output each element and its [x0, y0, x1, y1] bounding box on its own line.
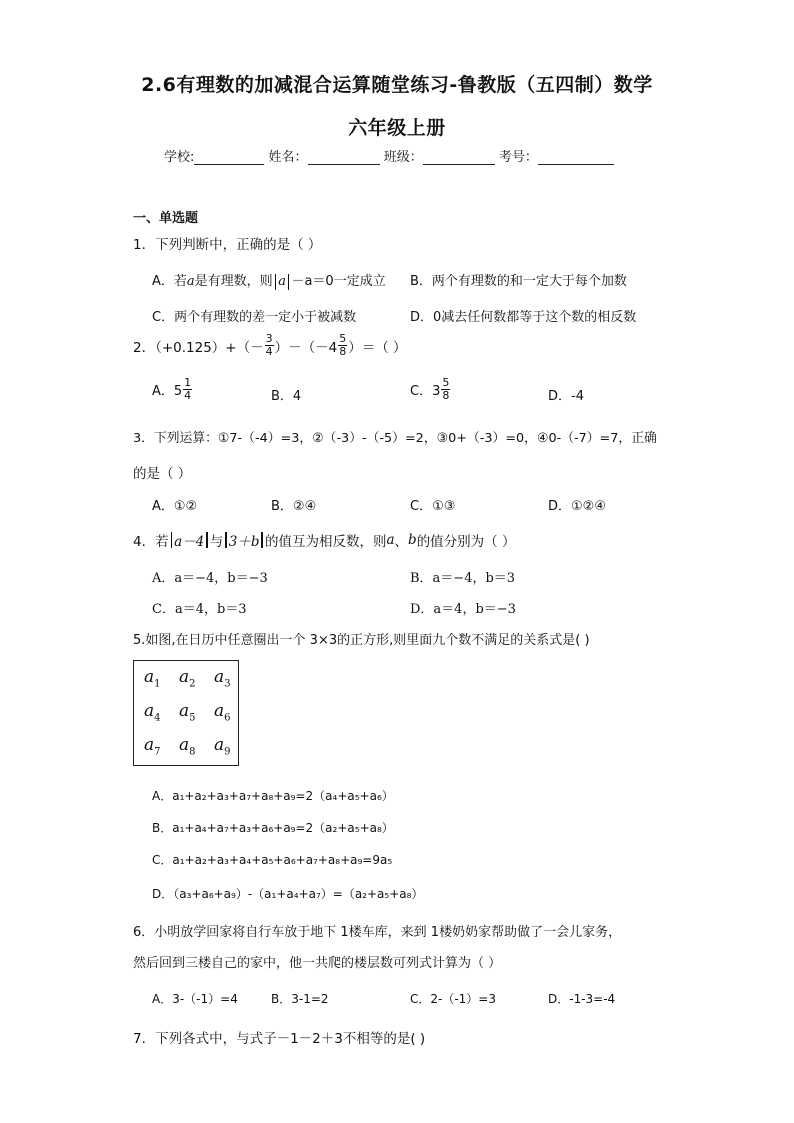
grid-sub: 3: [224, 678, 231, 690]
grid-letter: a: [214, 735, 225, 755]
q5-option-b[interactable]: B．a₁+a₄+a₇+a₃+a₆+a₉=2（a₂+a₅+a₈）: [152, 821, 394, 835]
q2-option-a[interactable]: [152, 377, 193, 402]
q3-option-a[interactable]: A．①②: [152, 499, 198, 514]
q4-option-b[interactable]: B．a＝−4，b＝3: [410, 571, 516, 586]
q4-option-c[interactable]: C．a＝4，b＝3: [152, 602, 247, 617]
q3-stem-line2: 的是（ ）: [133, 466, 192, 482]
grid-sub: 5: [189, 712, 196, 724]
abs-bar: [261, 532, 263, 548]
exam-no-label: 考号：: [498, 150, 538, 165]
name-label: 姓名：: [268, 150, 308, 165]
grid-letter: a: [214, 701, 225, 721]
grid-sub: 2: [189, 678, 196, 690]
name-blank[interactable]: [308, 150, 380, 165]
q4-var-b: b: [408, 532, 417, 548]
q2-a-num: 1: [184, 376, 192, 389]
q1-option-d[interactable]: D．0减去任何数都等于这个数的相反数: [410, 310, 637, 325]
q4-var-a: a: [386, 532, 395, 548]
school-label: 学校:: [164, 150, 195, 165]
q4-sep: 、: [394, 534, 409, 550]
grid-cell-5: [179, 701, 196, 723]
grid-letter: a: [144, 735, 155, 755]
q1-option-c[interactable]: C．两个有理数的差一定小于被减数: [152, 310, 357, 325]
q1-a-post: －a＝0一定成立: [291, 274, 386, 289]
exam-no-blank[interactable]: [538, 150, 614, 165]
grid-letter: a: [179, 667, 190, 687]
grid-sub: 8: [189, 746, 196, 758]
q2-fraction-1: [265, 333, 274, 358]
q2-a-fraction: [183, 377, 192, 402]
q7-stem: 7．下列各式中，与式子－1－2＋3不相等的是( ): [133, 1031, 426, 1047]
q2-c-pre: C．3: [410, 384, 441, 399]
q4-stem: [133, 530, 515, 550]
grid-cell-3: [214, 667, 231, 689]
grid-cell-8: [179, 735, 196, 757]
q2-pre: 2．（+0.125）+（－: [133, 339, 264, 356]
q1-stem: 1．下列判断中，正确的是（ ）: [133, 237, 322, 253]
q4-abs1: a－4: [174, 534, 205, 550]
grid-sub: 6: [224, 712, 231, 724]
abs-bar-left: [275, 274, 277, 290]
q2-post: ）＝（ ）: [348, 339, 407, 356]
q1-option-a[interactable]: [152, 270, 386, 290]
q2-option-b[interactable]: B．4: [271, 389, 302, 404]
grid-letter: a: [179, 701, 190, 721]
abs-bar-right: [288, 274, 290, 290]
q2-f1-num: 3: [265, 332, 273, 345]
q4-option-d[interactable]: D．a＝4，b＝−3: [410, 602, 516, 617]
q2-a-pre: A．5: [152, 384, 183, 399]
q4-pre: 4．若: [133, 534, 169, 550]
q5-stem: 5.如图,在日历中任意圈出一个 3×3的正方形,则里面九个数不满足的关系式是( ): [133, 633, 590, 648]
q2-fraction-2: [338, 333, 347, 358]
class-label: 班级：: [383, 150, 423, 165]
grid-sub: 1: [154, 678, 161, 690]
grid-cell-2: [179, 667, 196, 689]
q5-option-c[interactable]: C．a₁+a₂+a₃+a₄+a₅+a₆+a₇+a₈+a₉=9a₅: [152, 853, 393, 867]
grid-cell-6: [214, 701, 231, 723]
q5-option-a[interactable]: A．a₁+a₂+a₃+a₇+a₈+a₉=2（a₄+a₅+a₆）: [152, 789, 394, 803]
info-row: [164, 146, 614, 165]
class-blank[interactable]: [423, 150, 495, 165]
q6-option-c[interactable]: C．2-（-1）=3: [410, 992, 496, 1006]
grid-sub: 9: [224, 746, 231, 758]
grid-letter: a: [214, 667, 225, 687]
school-blank[interactable]: [194, 150, 264, 165]
q2-stem: [133, 333, 407, 358]
q1-option-b[interactable]: B．两个有理数的和一定大于每个加数: [410, 274, 627, 289]
q2-c-den: 8: [442, 389, 450, 402]
grid-sub: 4: [154, 712, 161, 724]
q6-stem-line1: 6．小明放学回家将自行车放于地下 1楼车库，来到 1楼奶奶家帮助做了一会儿家务，: [133, 925, 622, 940]
grid-letter: a: [144, 667, 155, 687]
grid-sub: 7: [154, 746, 161, 758]
q1-a-pre: A．若: [152, 274, 187, 289]
q2-option-c[interactable]: [410, 377, 451, 402]
grid-cell-7: [144, 735, 161, 757]
q6-option-d[interactable]: D．-1-3=-4: [548, 992, 616, 1006]
abs-bar: [206, 532, 208, 548]
q5-option-d[interactable]: D．（a₃+a₆+a₉）-（a₁+a₄+a₇）=（a₂+a₅+a₈）: [152, 887, 424, 901]
q2-f1-den: 4: [265, 345, 273, 358]
grid-letter: a: [144, 701, 155, 721]
q4-post: 的值分别为（ ）: [416, 534, 516, 550]
q3-option-c[interactable]: C．①③: [410, 499, 456, 514]
grid-cell-4: [144, 701, 161, 723]
calendar-grid-figure: [133, 660, 239, 766]
grid-letter: a: [179, 735, 190, 755]
grid-cell-9: [214, 735, 231, 757]
q6-stem-line2: 然后回到三楼自己的家中，他一共爬的楼层数可列式计算为（ ）: [133, 956, 502, 971]
q2-c-num: 5: [442, 376, 450, 389]
page-title-line1: 2.6有理数的加减混合运算随堂练习-鲁教版（五四制）数学: [141, 74, 653, 96]
q3-option-d[interactable]: D．①②④: [548, 499, 606, 514]
q6-option-a[interactable]: A．3-（-1）=4: [152, 992, 238, 1006]
q1-a-abs: a: [278, 274, 286, 289]
q2-f2-den: 8: [339, 345, 347, 358]
abs-bar: [225, 532, 227, 548]
q4-abs2: 3＋b: [228, 534, 260, 550]
q4-mid2: 的值互为相反数，则: [264, 534, 387, 550]
q4-option-a[interactable]: A．a＝−4，b＝−3: [152, 571, 268, 586]
q6-option-b[interactable]: B．3-1=2: [271, 992, 329, 1006]
q3-option-b[interactable]: B．②④: [271, 499, 317, 514]
abs-bar: [171, 532, 173, 548]
page-title-line2: 六年级上册: [348, 117, 446, 139]
q2-c-fraction: [441, 377, 450, 402]
q1-a-mid: 是有理数，则: [194, 274, 273, 289]
q3-stem-line1: 3．下列运算：①7-（-4）=3，②（-3）-（-5）=2，③0+（-3）=0，④0-（-7）=7，正确: [133, 431, 657, 446]
q2-a-den: 4: [184, 389, 192, 402]
grid-cell-1: [144, 667, 161, 689]
q2-f2-num: 5: [339, 332, 347, 345]
q2-mid: ）－（－4: [274, 339, 338, 356]
q1-a-var: a: [186, 274, 195, 289]
section-title: 一、单选题: [133, 211, 199, 226]
q4-mid1: 与: [209, 534, 224, 550]
q2-option-d[interactable]: D．-4: [548, 389, 584, 404]
